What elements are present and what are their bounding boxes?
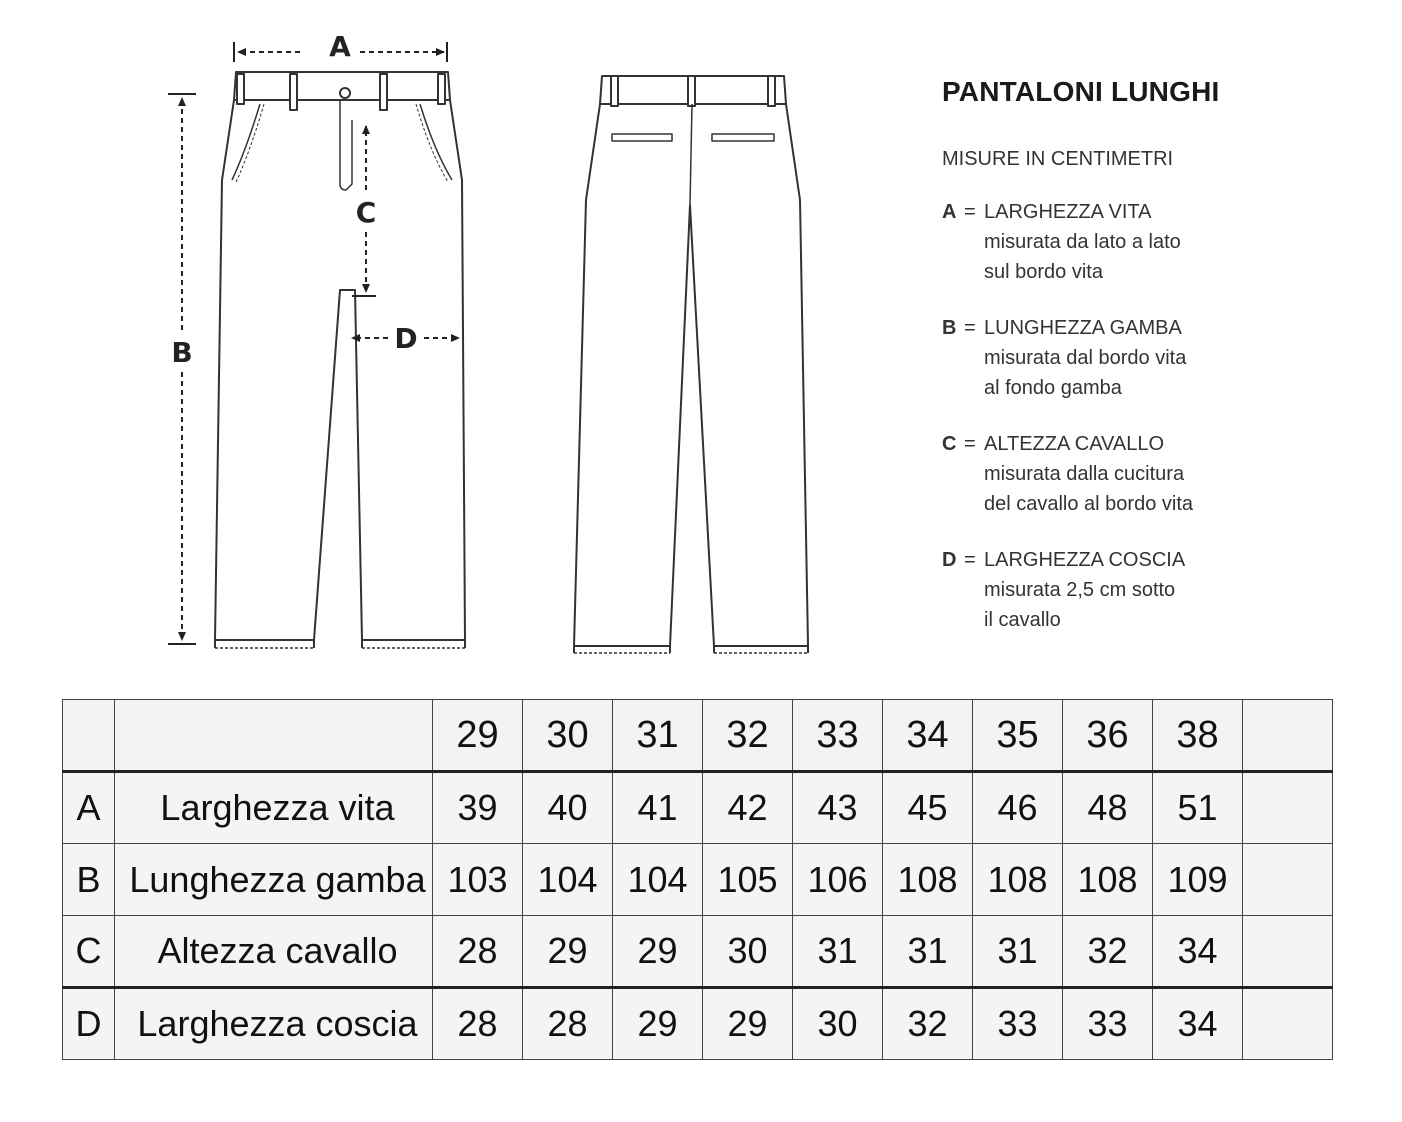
- size-header-cell: 36: [1063, 700, 1153, 772]
- legend-equals: =: [964, 317, 976, 339]
- trousers-diagram: [0, 0, 900, 690]
- table-row-c: [63, 916, 1333, 988]
- value-cell: 43: [793, 772, 883, 844]
- size-header-cell: 32: [703, 700, 793, 772]
- value-cell: 108: [973, 844, 1063, 916]
- row-letter-cell: A: [63, 772, 115, 844]
- legend-desc: il cavallo: [984, 609, 1061, 631]
- value-cell: 46: [973, 772, 1063, 844]
- value-cell: 32: [883, 988, 973, 1060]
- value-cell: 29: [523, 916, 613, 988]
- legend-desc: al fondo gamba: [984, 377, 1122, 399]
- legend-letter: A: [942, 201, 957, 223]
- table-row-d: [63, 988, 1333, 1060]
- value-cell: 51: [1153, 772, 1243, 844]
- value-cell: 31: [883, 916, 973, 988]
- empty-cell: [1243, 916, 1333, 988]
- value-cell: 32: [1063, 916, 1153, 988]
- legend-item-a: [942, 197, 1382, 287]
- legend-letter: D: [942, 549, 957, 571]
- size-header-cell: 31: [613, 700, 703, 772]
- legend-equals: =: [964, 549, 976, 571]
- legend-item-b: [942, 313, 1382, 403]
- size-header-cell: 38: [1153, 700, 1243, 772]
- table-header-row: [63, 700, 1333, 772]
- value-cell: 29: [613, 988, 703, 1060]
- legend-letter: C: [942, 433, 957, 455]
- legend-desc: sul bordo vita: [984, 261, 1103, 283]
- size-header-cell: 34: [883, 700, 973, 772]
- measure-a-label: A: [329, 30, 351, 63]
- value-cell: 28: [433, 988, 523, 1060]
- legend-desc: misurata 2,5 cm sotto: [984, 579, 1176, 601]
- size-header-cell: 35: [973, 700, 1063, 772]
- value-cell: 31: [973, 916, 1063, 988]
- value-cell: 31: [793, 916, 883, 988]
- value-cell: 30: [793, 988, 883, 1060]
- row-label-cell: Lunghezza gamba: [115, 844, 433, 916]
- back-view-trousers: [574, 76, 808, 653]
- value-cell: 104: [613, 844, 703, 916]
- row-letter-cell: D: [63, 988, 115, 1060]
- value-cell: 34: [1153, 988, 1243, 1060]
- legend-name: LARGHEZZA VITA: [984, 201, 1152, 223]
- value-cell: 106: [793, 844, 883, 916]
- value-cell: 29: [613, 916, 703, 988]
- value-cell: 28: [433, 916, 523, 988]
- legend-equals: =: [964, 433, 976, 455]
- size-table: [62, 699, 1333, 1060]
- measure-d-label: D: [394, 322, 418, 355]
- row-label-cell: Larghezza coscia: [115, 988, 433, 1060]
- size-header-cell: 30: [523, 700, 613, 772]
- value-cell: 33: [1063, 988, 1153, 1060]
- value-cell: 29: [703, 988, 793, 1060]
- legend-desc: misurata dal bordo vita: [984, 347, 1187, 369]
- value-cell: 108: [1063, 844, 1153, 916]
- measure-b-label: B: [171, 336, 193, 369]
- value-cell: 30: [703, 916, 793, 988]
- size-header-cell: 33: [793, 700, 883, 772]
- legend-name: ALTEZZA CAVALLO: [984, 433, 1165, 455]
- legend-item-c: [942, 429, 1382, 519]
- value-cell: 42: [703, 772, 793, 844]
- value-cell: 33: [973, 988, 1063, 1060]
- measurement-legend: [942, 76, 1382, 635]
- value-cell: 103: [433, 844, 523, 916]
- legend-name: LARGHEZZA COSCIA: [984, 549, 1186, 571]
- empty-cell: [1243, 844, 1333, 916]
- value-cell: 48: [1063, 772, 1153, 844]
- legend-item-d: [942, 545, 1382, 635]
- value-cell: 104: [523, 844, 613, 916]
- header-blank-cell: [63, 700, 115, 772]
- legend-desc: del cavallo al bordo vita: [984, 493, 1194, 515]
- legend-desc: misurata da lato a lato: [984, 231, 1181, 253]
- size-header-cell: 29: [433, 700, 523, 772]
- legend-name: LUNGHEZZA GAMBA: [984, 317, 1182, 339]
- front-view-trousers: [215, 72, 465, 648]
- value-cell: 41: [613, 772, 703, 844]
- value-cell: 34: [1153, 916, 1243, 988]
- value-cell: 40: [523, 772, 613, 844]
- value-cell: 108: [883, 844, 973, 916]
- measure-c-label: C: [355, 196, 377, 229]
- table-row-a: [63, 772, 1333, 844]
- value-cell: 105: [703, 844, 793, 916]
- empty-cell: [1243, 772, 1333, 844]
- header-blank-cell: [1243, 700, 1333, 772]
- legend-equals: =: [964, 201, 976, 223]
- value-cell: 39: [433, 772, 523, 844]
- row-letter-cell: C: [63, 916, 115, 988]
- row-letter-cell: B: [63, 844, 115, 916]
- measure-b-arrow: [168, 94, 196, 644]
- legend-desc: misurata dalla cucitura: [984, 463, 1185, 485]
- value-cell: 45: [883, 772, 973, 844]
- value-cell: 109: [1153, 844, 1243, 916]
- value-cell: 28: [523, 988, 613, 1060]
- empty-cell: [1243, 988, 1333, 1060]
- legend-subtitle: MISURE IN CENTIMETRI: [942, 148, 1174, 170]
- legend-letter: B: [942, 317, 957, 339]
- legend-title: PANTALONI LUNGHI: [942, 76, 1220, 107]
- header-blank-cell: [115, 700, 433, 772]
- row-label-cell: Altezza cavallo: [115, 916, 433, 988]
- table-row-b: [63, 844, 1333, 916]
- row-label-cell: Larghezza vita: [115, 772, 433, 844]
